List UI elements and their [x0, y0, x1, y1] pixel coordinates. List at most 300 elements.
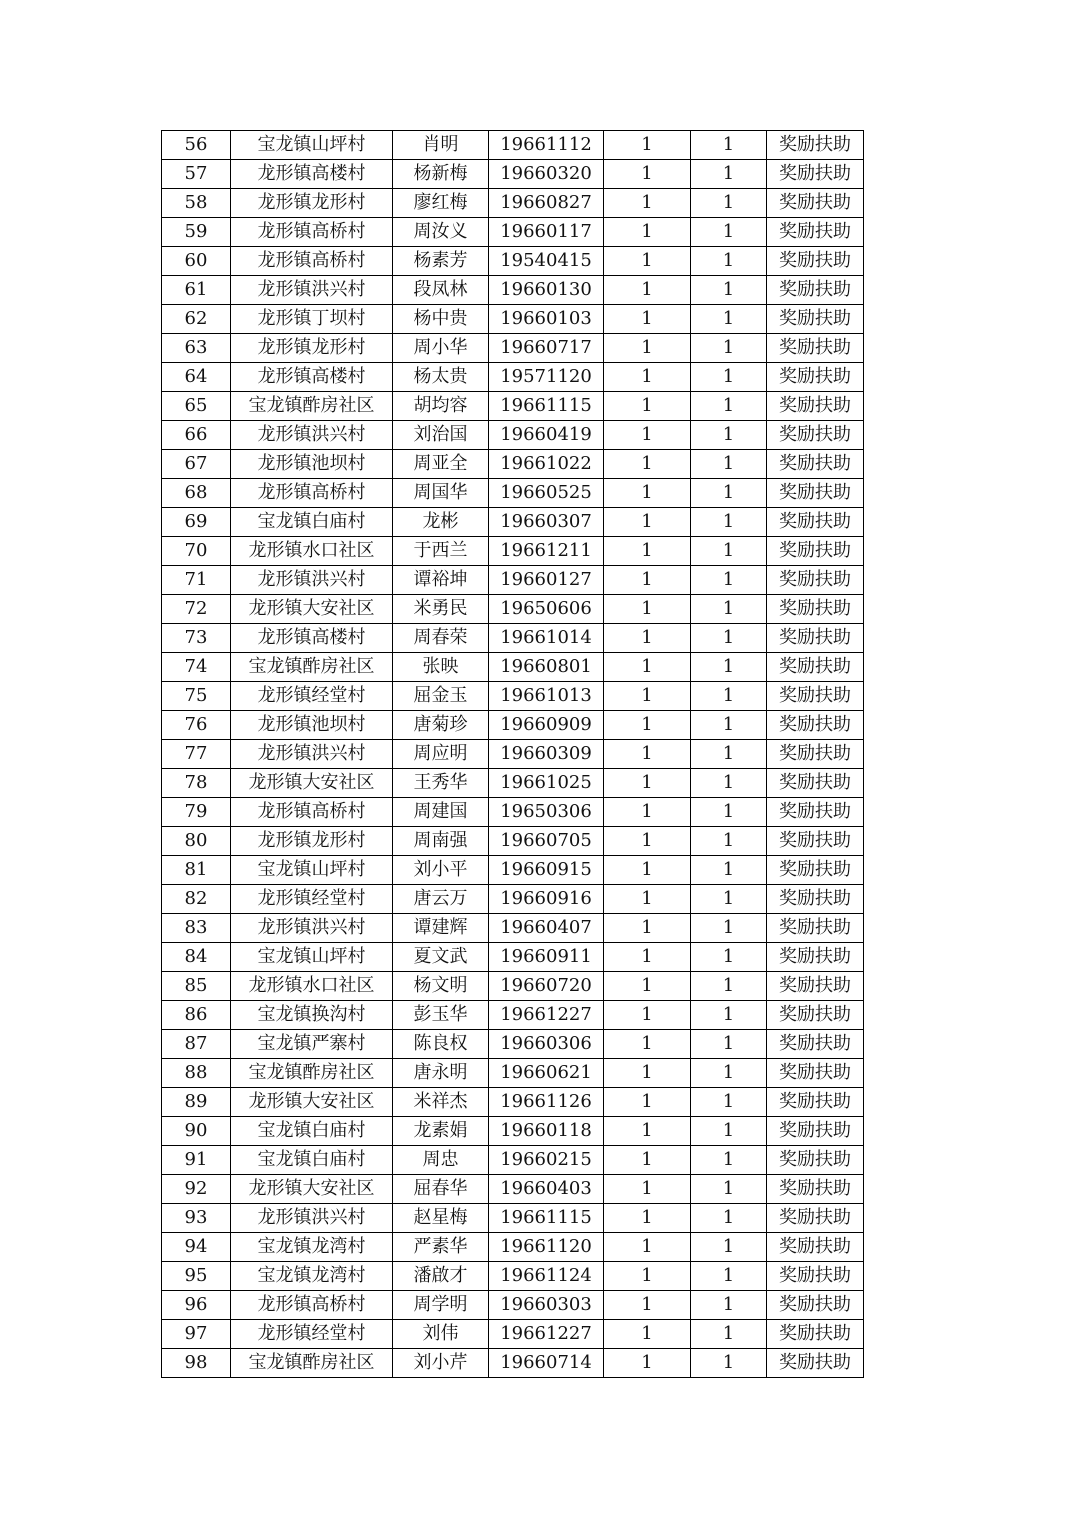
- birth-date-cell: 19660827: [489, 189, 604, 218]
- person-name-cell: 周国华: [393, 479, 489, 508]
- birth-date-cell: 19661227: [489, 1320, 604, 1349]
- support-type-cell: 奖励扶助: [767, 450, 864, 479]
- table-row: [162, 798, 864, 827]
- person-name-cell: 周忠: [393, 1146, 489, 1175]
- count-a-cell: 1: [604, 943, 691, 972]
- table-row: [162, 682, 864, 711]
- count-b-cell: 1: [691, 305, 767, 334]
- count-b-cell: 1: [691, 653, 767, 682]
- count-a-cell: 1: [604, 450, 691, 479]
- person-name-cell: 杨新梅: [393, 160, 489, 189]
- person-name-cell: 杨太贵: [393, 363, 489, 392]
- count-b-cell: 1: [691, 827, 767, 856]
- row-number-cell: 63: [162, 334, 231, 363]
- count-b-cell: 1: [691, 131, 767, 160]
- birth-date-cell: 19660306: [489, 1030, 604, 1059]
- support-type-cell: 奖励扶助: [767, 798, 864, 827]
- row-number-cell: 72: [162, 595, 231, 624]
- table-row: [162, 624, 864, 653]
- birth-date-cell: 19660525: [489, 479, 604, 508]
- count-a-cell: 1: [604, 653, 691, 682]
- town-village-cell: 龙形镇龙形村: [231, 189, 393, 218]
- town-village-cell: 宝龙镇龙湾村: [231, 1262, 393, 1291]
- town-village-cell: 龙形镇高桥村: [231, 218, 393, 247]
- town-village-cell: 宝龙镇白庙村: [231, 1117, 393, 1146]
- table-row: [162, 334, 864, 363]
- count-b-cell: 1: [691, 537, 767, 566]
- support-type-cell: 奖励扶助: [767, 1059, 864, 1088]
- table-row: [162, 1320, 864, 1349]
- count-b-cell: 1: [691, 1349, 767, 1378]
- count-a-cell: 1: [604, 160, 691, 189]
- count-b-cell: 1: [691, 160, 767, 189]
- count-a-cell: 1: [604, 247, 691, 276]
- support-type-cell: 奖励扶助: [767, 1175, 864, 1204]
- town-village-cell: 龙形镇高桥村: [231, 798, 393, 827]
- row-number-cell: 87: [162, 1030, 231, 1059]
- town-village-cell: 龙形镇洪兴村: [231, 914, 393, 943]
- count-a-cell: 1: [604, 305, 691, 334]
- support-type-cell: 奖励扶助: [767, 305, 864, 334]
- row-number-cell: 89: [162, 1088, 231, 1117]
- birth-date-cell: 19660130: [489, 276, 604, 305]
- person-name-cell: 杨中贵: [393, 305, 489, 334]
- count-b-cell: 1: [691, 363, 767, 392]
- table-row: [162, 1001, 864, 1030]
- person-name-cell: 唐永明: [393, 1059, 489, 1088]
- support-type-cell: 奖励扶助: [767, 711, 864, 740]
- row-number-cell: 83: [162, 914, 231, 943]
- birth-date-cell: 19660309: [489, 740, 604, 769]
- table-row: [162, 1175, 864, 1204]
- birth-date-cell: 19660419: [489, 421, 604, 450]
- support-type-cell: 奖励扶助: [767, 508, 864, 537]
- table-row: [162, 1117, 864, 1146]
- table-row: [162, 740, 864, 769]
- person-name-cell: 米勇民: [393, 595, 489, 624]
- row-number-cell: 57: [162, 160, 231, 189]
- table-row: [162, 566, 864, 595]
- town-village-cell: 龙形镇经堂村: [231, 1320, 393, 1349]
- count-a-cell: 1: [604, 508, 691, 537]
- count-b-cell: 1: [691, 1001, 767, 1030]
- count-a-cell: 1: [604, 740, 691, 769]
- table-row: [162, 885, 864, 914]
- birth-date-cell: 19661115: [489, 1204, 604, 1233]
- count-b-cell: 1: [691, 479, 767, 508]
- count-a-cell: 1: [604, 1059, 691, 1088]
- support-type-cell: 奖励扶助: [767, 885, 864, 914]
- count-a-cell: 1: [604, 1349, 691, 1378]
- count-a-cell: 1: [604, 1291, 691, 1320]
- town-village-cell: 龙形镇洪兴村: [231, 566, 393, 595]
- count-a-cell: 1: [604, 914, 691, 943]
- table-row: [162, 1233, 864, 1262]
- table-row: [162, 508, 864, 537]
- row-number-cell: 71: [162, 566, 231, 595]
- row-number-cell: 62: [162, 305, 231, 334]
- support-type-cell: 奖励扶助: [767, 247, 864, 276]
- count-b-cell: 1: [691, 566, 767, 595]
- row-number-cell: 95: [162, 1262, 231, 1291]
- row-number-cell: 88: [162, 1059, 231, 1088]
- row-number-cell: 96: [162, 1291, 231, 1320]
- birth-date-cell: 19660117: [489, 218, 604, 247]
- support-type-cell: 奖励扶助: [767, 1030, 864, 1059]
- row-number-cell: 73: [162, 624, 231, 653]
- row-number-cell: 76: [162, 711, 231, 740]
- person-name-cell: 廖红梅: [393, 189, 489, 218]
- table-row: [162, 479, 864, 508]
- birth-date-cell: 19660118: [489, 1117, 604, 1146]
- row-number-cell: 60: [162, 247, 231, 276]
- birth-date-cell: 19660705: [489, 827, 604, 856]
- count-a-cell: 1: [604, 1001, 691, 1030]
- count-a-cell: 1: [604, 1175, 691, 1204]
- roster-table: [161, 130, 864, 1378]
- person-name-cell: 周建国: [393, 798, 489, 827]
- birth-date-cell: 19660320: [489, 160, 604, 189]
- table-row: [162, 450, 864, 479]
- person-name-cell: 周应明: [393, 740, 489, 769]
- birth-date-cell: 19650606: [489, 595, 604, 624]
- support-type-cell: 奖励扶助: [767, 1262, 864, 1291]
- count-a-cell: 1: [604, 421, 691, 450]
- table-row: [162, 189, 864, 218]
- roster-table-body: [162, 131, 864, 1378]
- table-row: [162, 1088, 864, 1117]
- table-row: [162, 1291, 864, 1320]
- table-row: [162, 305, 864, 334]
- birth-date-cell: 19660909: [489, 711, 604, 740]
- support-type-cell: 奖励扶助: [767, 943, 864, 972]
- birth-date-cell: 19660303: [489, 1291, 604, 1320]
- count-a-cell: 1: [604, 1204, 691, 1233]
- birth-date-cell: 19650306: [489, 798, 604, 827]
- person-name-cell: 赵星梅: [393, 1204, 489, 1233]
- birth-date-cell: 19661014: [489, 624, 604, 653]
- count-b-cell: 1: [691, 334, 767, 363]
- support-type-cell: 奖励扶助: [767, 421, 864, 450]
- count-a-cell: 1: [604, 1262, 691, 1291]
- town-village-cell: 龙形镇大安社区: [231, 1088, 393, 1117]
- town-village-cell: 龙形镇大安社区: [231, 595, 393, 624]
- birth-date-cell: 19661115: [489, 392, 604, 421]
- support-type-cell: 奖励扶助: [767, 218, 864, 247]
- count-b-cell: 1: [691, 885, 767, 914]
- table-row: [162, 392, 864, 421]
- town-village-cell: 宝龙镇酢房社区: [231, 1059, 393, 1088]
- row-number-cell: 94: [162, 1233, 231, 1262]
- count-a-cell: 1: [604, 392, 691, 421]
- count-b-cell: 1: [691, 1204, 767, 1233]
- count-a-cell: 1: [604, 595, 691, 624]
- person-name-cell: 周亚全: [393, 450, 489, 479]
- count-a-cell: 1: [604, 1117, 691, 1146]
- row-number-cell: 82: [162, 885, 231, 914]
- person-name-cell: 米祥杰: [393, 1088, 489, 1117]
- support-type-cell: 奖励扶助: [767, 1146, 864, 1175]
- person-name-cell: 谭建辉: [393, 914, 489, 943]
- town-village-cell: 宝龙镇严寨村: [231, 1030, 393, 1059]
- row-number-cell: 93: [162, 1204, 231, 1233]
- person-name-cell: 周南强: [393, 827, 489, 856]
- support-type-cell: 奖励扶助: [767, 1233, 864, 1262]
- person-name-cell: 段凤林: [393, 276, 489, 305]
- town-village-cell: 宝龙镇酢房社区: [231, 392, 393, 421]
- town-village-cell: 龙形镇高楼村: [231, 624, 393, 653]
- count-b-cell: 1: [691, 1233, 767, 1262]
- birth-date-cell: 19660714: [489, 1349, 604, 1378]
- town-village-cell: 龙形镇高桥村: [231, 247, 393, 276]
- count-b-cell: 1: [691, 856, 767, 885]
- table-row: [162, 711, 864, 740]
- table-row: [162, 1146, 864, 1175]
- birth-date-cell: 19660621: [489, 1059, 604, 1088]
- row-number-cell: 58: [162, 189, 231, 218]
- count-b-cell: 1: [691, 682, 767, 711]
- birth-date-cell: 19660307: [489, 508, 604, 537]
- row-number-cell: 92: [162, 1175, 231, 1204]
- count-a-cell: 1: [604, 131, 691, 160]
- person-name-cell: 彭玉华: [393, 1001, 489, 1030]
- row-number-cell: 78: [162, 769, 231, 798]
- support-type-cell: 奖励扶助: [767, 537, 864, 566]
- birth-date-cell: 19660407: [489, 914, 604, 943]
- count-a-cell: 1: [604, 566, 691, 595]
- town-village-cell: 龙形镇大安社区: [231, 1175, 393, 1204]
- count-a-cell: 1: [604, 1030, 691, 1059]
- table-row: [162, 1059, 864, 1088]
- person-name-cell: 屈春华: [393, 1175, 489, 1204]
- town-village-cell: 龙形镇洪兴村: [231, 740, 393, 769]
- count-a-cell: 1: [604, 218, 691, 247]
- row-number-cell: 77: [162, 740, 231, 769]
- count-b-cell: 1: [691, 769, 767, 798]
- town-village-cell: 宝龙镇酢房社区: [231, 653, 393, 682]
- row-number-cell: 70: [162, 537, 231, 566]
- row-number-cell: 97: [162, 1320, 231, 1349]
- town-village-cell: 宝龙镇山坪村: [231, 943, 393, 972]
- town-village-cell: 龙形镇丁坝村: [231, 305, 393, 334]
- count-b-cell: 1: [691, 914, 767, 943]
- town-village-cell: 龙形镇洪兴村: [231, 1204, 393, 1233]
- town-village-cell: 宝龙镇白庙村: [231, 1146, 393, 1175]
- count-b-cell: 1: [691, 943, 767, 972]
- birth-date-cell: 19660127: [489, 566, 604, 595]
- count-b-cell: 1: [691, 624, 767, 653]
- support-type-cell: 奖励扶助: [767, 1349, 864, 1378]
- table-row: [162, 972, 864, 1001]
- row-number-cell: 59: [162, 218, 231, 247]
- town-village-cell: 龙形镇高楼村: [231, 160, 393, 189]
- birth-date-cell: 19660911: [489, 943, 604, 972]
- birth-date-cell: 19661022: [489, 450, 604, 479]
- count-a-cell: 1: [604, 537, 691, 566]
- count-a-cell: 1: [604, 334, 691, 363]
- row-number-cell: 86: [162, 1001, 231, 1030]
- person-name-cell: 刘伟: [393, 1320, 489, 1349]
- person-name-cell: 于西兰: [393, 537, 489, 566]
- row-number-cell: 91: [162, 1146, 231, 1175]
- town-village-cell: 龙形镇大安社区: [231, 769, 393, 798]
- row-number-cell: 69: [162, 508, 231, 537]
- person-name-cell: 刘小芹: [393, 1349, 489, 1378]
- birth-date-cell: 19661227: [489, 1001, 604, 1030]
- birth-date-cell: 19661013: [489, 682, 604, 711]
- person-name-cell: 周春荣: [393, 624, 489, 653]
- count-a-cell: 1: [604, 189, 691, 218]
- row-number-cell: 67: [162, 450, 231, 479]
- count-a-cell: 1: [604, 1146, 691, 1175]
- count-a-cell: 1: [604, 1233, 691, 1262]
- town-village-cell: 龙形镇经堂村: [231, 682, 393, 711]
- row-number-cell: 65: [162, 392, 231, 421]
- birth-date-cell: 19540415: [489, 247, 604, 276]
- table-row: [162, 363, 864, 392]
- support-type-cell: 奖励扶助: [767, 1117, 864, 1146]
- support-type-cell: 奖励扶助: [767, 189, 864, 218]
- support-type-cell: 奖励扶助: [767, 566, 864, 595]
- town-village-cell: 宝龙镇酢房社区: [231, 1349, 393, 1378]
- support-type-cell: 奖励扶助: [767, 479, 864, 508]
- count-a-cell: 1: [604, 1088, 691, 1117]
- row-number-cell: 80: [162, 827, 231, 856]
- birth-date-cell: 19660717: [489, 334, 604, 363]
- person-name-cell: 周汝义: [393, 218, 489, 247]
- row-number-cell: 56: [162, 131, 231, 160]
- support-type-cell: 奖励扶助: [767, 1291, 864, 1320]
- town-village-cell: 龙形镇经堂村: [231, 885, 393, 914]
- count-a-cell: 1: [604, 363, 691, 392]
- count-b-cell: 1: [691, 595, 767, 624]
- count-a-cell: 1: [604, 885, 691, 914]
- count-b-cell: 1: [691, 421, 767, 450]
- table-row: [162, 827, 864, 856]
- person-name-cell: 龙彬: [393, 508, 489, 537]
- support-type-cell: 奖励扶助: [767, 363, 864, 392]
- birth-date-cell: 19661120: [489, 1233, 604, 1262]
- count-b-cell: 1: [691, 1262, 767, 1291]
- support-type-cell: 奖励扶助: [767, 827, 864, 856]
- row-number-cell: 75: [162, 682, 231, 711]
- count-a-cell: 1: [604, 856, 691, 885]
- count-b-cell: 1: [691, 392, 767, 421]
- count-a-cell: 1: [604, 624, 691, 653]
- person-name-cell: 谭裕坤: [393, 566, 489, 595]
- support-type-cell: 奖励扶助: [767, 653, 864, 682]
- count-a-cell: 1: [604, 769, 691, 798]
- town-village-cell: 龙形镇洪兴村: [231, 421, 393, 450]
- town-village-cell: 龙形镇龙形村: [231, 334, 393, 363]
- count-b-cell: 1: [691, 1291, 767, 1320]
- person-name-cell: 王秀华: [393, 769, 489, 798]
- person-name-cell: 龙素娟: [393, 1117, 489, 1146]
- row-number-cell: 81: [162, 856, 231, 885]
- count-b-cell: 1: [691, 218, 767, 247]
- support-type-cell: 奖励扶助: [767, 914, 864, 943]
- birth-date-cell: 19660801: [489, 653, 604, 682]
- person-name-cell: 唐菊珍: [393, 711, 489, 740]
- town-village-cell: 宝龙镇山坪村: [231, 856, 393, 885]
- table-row: [162, 247, 864, 276]
- birth-date-cell: 19660103: [489, 305, 604, 334]
- count-b-cell: 1: [691, 740, 767, 769]
- row-number-cell: 84: [162, 943, 231, 972]
- count-b-cell: 1: [691, 1146, 767, 1175]
- support-type-cell: 奖励扶助: [767, 769, 864, 798]
- support-type-cell: 奖励扶助: [767, 1204, 864, 1233]
- person-name-cell: 唐云万: [393, 885, 489, 914]
- count-b-cell: 1: [691, 276, 767, 305]
- count-b-cell: 1: [691, 247, 767, 276]
- town-village-cell: 宝龙镇白庙村: [231, 508, 393, 537]
- town-village-cell: 宝龙镇换沟村: [231, 1001, 393, 1030]
- person-name-cell: 杨文明: [393, 972, 489, 1001]
- person-name-cell: 陈良权: [393, 1030, 489, 1059]
- count-b-cell: 1: [691, 1175, 767, 1204]
- town-village-cell: 龙形镇高桥村: [231, 1291, 393, 1320]
- birth-date-cell: 19660720: [489, 972, 604, 1001]
- support-type-cell: 奖励扶助: [767, 595, 864, 624]
- support-type-cell: 奖励扶助: [767, 856, 864, 885]
- birth-date-cell: 19661211: [489, 537, 604, 566]
- person-name-cell: 刘小平: [393, 856, 489, 885]
- support-type-cell: 奖励扶助: [767, 740, 864, 769]
- person-name-cell: 张映: [393, 653, 489, 682]
- count-a-cell: 1: [604, 711, 691, 740]
- row-number-cell: 79: [162, 798, 231, 827]
- table-row: [162, 276, 864, 305]
- count-b-cell: 1: [691, 1030, 767, 1059]
- table-row: [162, 653, 864, 682]
- table-row: [162, 856, 864, 885]
- town-village-cell: 龙形镇池坝村: [231, 450, 393, 479]
- person-name-cell: 杨素芳: [393, 247, 489, 276]
- person-name-cell: 严素华: [393, 1233, 489, 1262]
- table-row: [162, 943, 864, 972]
- town-village-cell: 龙形镇水口社区: [231, 972, 393, 1001]
- count-b-cell: 1: [691, 1117, 767, 1146]
- birth-date-cell: 19571120: [489, 363, 604, 392]
- table-row: [162, 131, 864, 160]
- support-type-cell: 奖励扶助: [767, 334, 864, 363]
- count-a-cell: 1: [604, 827, 691, 856]
- count-a-cell: 1: [604, 479, 691, 508]
- row-number-cell: 61: [162, 276, 231, 305]
- town-village-cell: 宝龙镇龙湾村: [231, 1233, 393, 1262]
- count-a-cell: 1: [604, 972, 691, 1001]
- person-name-cell: 胡均容: [393, 392, 489, 421]
- table-row: [162, 595, 864, 624]
- table-row: [162, 1262, 864, 1291]
- table-row: [162, 1030, 864, 1059]
- birth-date-cell: 19661112: [489, 131, 604, 160]
- town-village-cell: 龙形镇水口社区: [231, 537, 393, 566]
- person-name-cell: 潘啟才: [393, 1262, 489, 1291]
- birth-date-cell: 19660916: [489, 885, 604, 914]
- table-row: [162, 914, 864, 943]
- count-b-cell: 1: [691, 189, 767, 218]
- town-village-cell: 宝龙镇山坪村: [231, 131, 393, 160]
- count-a-cell: 1: [604, 682, 691, 711]
- count-a-cell: 1: [604, 276, 691, 305]
- support-type-cell: 奖励扶助: [767, 624, 864, 653]
- count-a-cell: 1: [604, 1320, 691, 1349]
- count-b-cell: 1: [691, 1320, 767, 1349]
- table-row: [162, 537, 864, 566]
- count-b-cell: 1: [691, 798, 767, 827]
